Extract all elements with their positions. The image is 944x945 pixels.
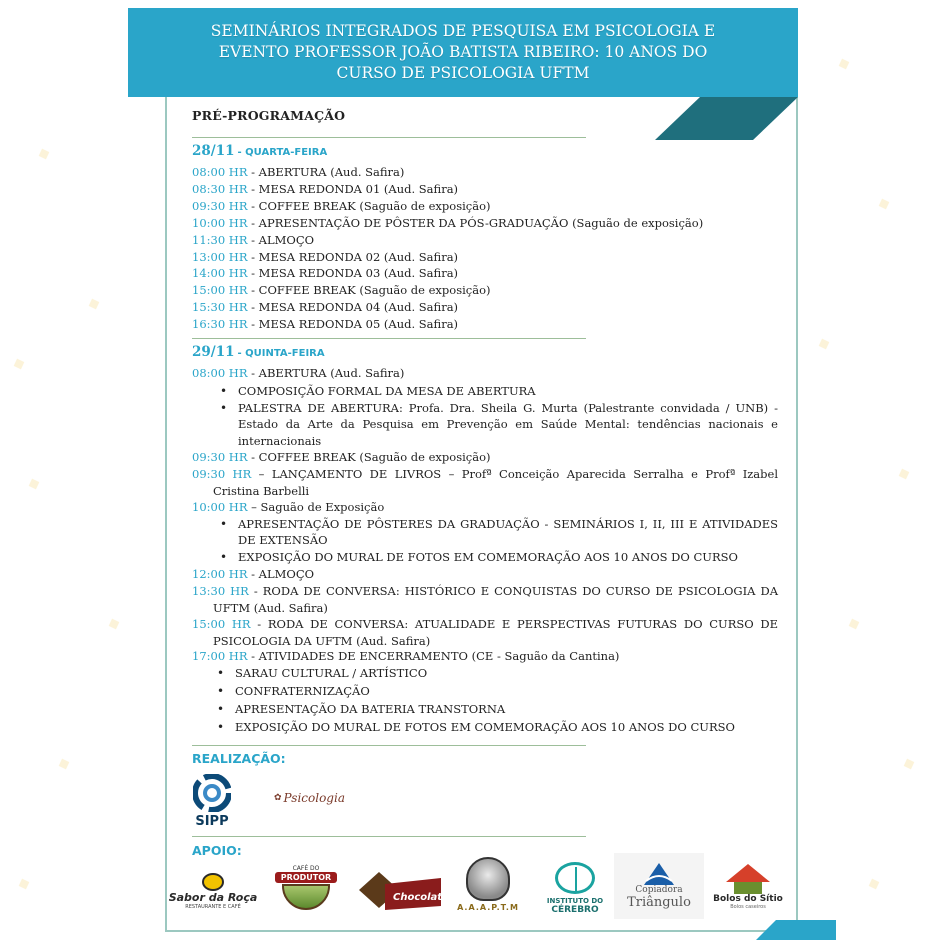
- divider: [192, 137, 586, 138]
- chocolate-bar-icon: [355, 868, 445, 914]
- day1-weekday: - QUARTA-FEIRA: [237, 147, 328, 158]
- schedule-text: – Saguão de Exposição: [247, 500, 385, 514]
- instituto-do-cerebro-logo: [544, 855, 606, 921]
- schedule-time: 08:00 HR: [192, 366, 248, 380]
- farm-landscape-icon: [282, 884, 330, 910]
- schedule-text: - MESA REDONDA 02 (Aud. Safira): [247, 249, 459, 264]
- bullet-item: • EXPOSIÇÃO DO MURAL DE FOTOS EM COMEMORAÇÃO AOS 10 ANOS DO CURSO: [235, 719, 775, 735]
- schedule-time: 08:00 HR: [192, 165, 248, 179]
- schedule-time: 11:30 HR: [192, 232, 248, 247]
- schedule-item: [192, 466, 778, 499]
- divider: [192, 338, 586, 339]
- corner-decoration: [756, 920, 836, 940]
- bullet-item: • APRESENTAÇÃO DA BATERIA TRANSTORNA: [235, 701, 775, 717]
- schedule-item: [192, 583, 778, 616]
- schedule-time: 10:00 HR: [192, 215, 248, 230]
- bolos-do-sitio-logo: [712, 858, 784, 916]
- schedule-item: [192, 282, 490, 299]
- schedule-text: - ATIVIDADES DE ENCERRAMENTO (CE - Saguão da Cantina): [247, 649, 620, 663]
- schedule-time: 15:30 HR: [192, 300, 248, 315]
- day1-heading: [192, 143, 327, 159]
- sipp-logo: [188, 772, 236, 830]
- bullet-item: • APRESENTAÇÃO DE PÔSTERES DA GRADUAÇÃO - SEMINÁRIOS I, II, III E ATIVIDADES DE EXTENSÃO: [238, 516, 778, 549]
- cafe-name-label: PRODUTOR: [275, 872, 337, 883]
- divider: [192, 745, 586, 746]
- realizacao-label: REALIZAÇÃO:: [192, 751, 286, 766]
- corner-decoration: [655, 97, 798, 140]
- schedule-text: - MESA REDONDA 01 (Aud. Safira): [247, 181, 459, 196]
- divider: [192, 836, 586, 837]
- schedule-item: [192, 449, 490, 466]
- schedule-time: 08:30 HR: [192, 181, 248, 196]
- sabor-da-roca-sub: RESTAURANTE E CAFÉ: [185, 903, 241, 910]
- schedule-time: 16:30 HR: [192, 317, 248, 332]
- schedule-text: - COFFEE BREAK (Saguão de exposição): [247, 283, 491, 298]
- event-title: SEMINÁRIOS INTEGRADOS DE PESQUISA EM PSICOLOGIA E EVENTO PROFESSOR JOÃO BATISTA RIBEIRO: 10 ANOS DO CURSO DE PSICOLOGIA UFTM: [210, 22, 716, 82]
- day2-heading: [192, 344, 325, 360]
- schedule-item: [192, 198, 490, 215]
- schedule-text: - ALMOÇO: [247, 232, 315, 247]
- sabor-da-roca-logo: [166, 866, 260, 916]
- schedule-item: [192, 164, 404, 181]
- header-banner: [128, 8, 798, 97]
- schedule-time: 15:00 HR: [192, 617, 251, 631]
- apoio-label: APOIO:: [192, 843, 242, 858]
- pre-programming-heading: PRÉ-PROGRAMAÇÃO: [192, 108, 346, 123]
- bullet-item: • CONFRATERNIZAÇÃO: [235, 683, 775, 699]
- psicologia-logo: [262, 787, 357, 809]
- schedule-text: - MESA REDONDA 03 (Aud. Safira): [247, 266, 459, 281]
- chocolate-label: Chocolate: [393, 892, 449, 903]
- triangle-wave-icon: [644, 863, 674, 885]
- schedule-text: - MESA REDONDA 04 (Aud. Safira): [247, 300, 459, 315]
- schedule-item: [192, 566, 314, 583]
- schedule-time: 12:00 HR: [192, 567, 248, 581]
- schedule-text: - ABERTURA (Aud. Safira): [247, 366, 405, 380]
- house-icon: [726, 864, 770, 894]
- sabor-da-roca-name: Sabor da Roça: [168, 890, 258, 904]
- schedule-item: [192, 181, 458, 198]
- schedule-time: 13:30 HR: [192, 584, 249, 598]
- psicologia-mark-icon: ✿: [274, 793, 282, 803]
- schedule-item: [192, 232, 314, 249]
- schedule-item: [192, 249, 458, 266]
- schedule-text: - COFFEE BREAK (Saguão de exposição): [247, 198, 491, 213]
- coffee-cup-icon: [202, 873, 224, 891]
- bullet-item: • COMPOSIÇÃO FORMAL DA MESA DE ABERTURA: [238, 383, 778, 399]
- schedule-item: [192, 616, 778, 649]
- schedule-text: – LANÇAMENTO DE LIVROS – Profª Conceição Aparecida Serralha e Profª Izabel Cristina Barbelli: [213, 467, 778, 498]
- instituto-line2: CÉREBRO: [551, 904, 599, 915]
- schedule-item: [192, 316, 458, 333]
- instituto-line1: INSTITUTO DO: [546, 896, 604, 905]
- bolos-name: Bolos do Sítio: [713, 894, 783, 904]
- bullet-item: • SARAU CULTURAL / ARTÍSTICO: [235, 665, 775, 681]
- cafe-do-produtor-logo: [270, 857, 342, 917]
- schedule-time: 13:00 HR: [192, 249, 248, 264]
- schedule-text: - MESA REDONDA 05 (Aud. Safira): [247, 317, 459, 332]
- schedule-item: [192, 648, 619, 665]
- sipp-label: SIPP: [195, 813, 229, 829]
- psicologia-label: Psicologia: [283, 791, 345, 805]
- schedule-text: - ABERTURA (Aud. Safira): [247, 165, 405, 179]
- wolf-mascot-icon: [466, 857, 510, 901]
- copiadora-line1: Copiadora: [635, 884, 683, 895]
- bullet-item: • PALESTRA DE ABERTURA: Profa. Dra. Sheila G. Murta (Palestrante convidada / UNB) - Estado da Arte da Pesquisa em Prevenção em Saúde Mental: tendências nacionais e internacionais: [238, 400, 778, 449]
- schedule-item: [192, 265, 458, 282]
- cafe-top-label: CAFÉ DO: [292, 864, 320, 872]
- schedule-item: [192, 215, 703, 232]
- bullet-item: • EXPOSIÇÃO DO MURAL DE FOTOS EM COMEMORAÇÃO AOS 10 ANOS DO CURSO: [238, 549, 778, 565]
- aaaptm-label: A.A.A.P.T.M: [457, 902, 519, 912]
- day1-date: 28/11: [192, 143, 235, 159]
- schedule-time: 14:00 HR: [192, 266, 248, 281]
- sipp-icon: [193, 774, 231, 812]
- schedule-text: - RODA DE CONVERSA: HISTÓRICO E CONQUISTAS DO CURSO DE PSICOLOGIA DA UFTM (Aud. Safira): [213, 584, 778, 615]
- schedule-text: - APRESENTAÇÃO DE PÔSTER DA PÓS-GRADUAÇÃO (Saguão de exposição): [247, 215, 704, 230]
- day2-date: 29/11: [192, 344, 235, 360]
- schedule-time: 15:00 HR: [192, 283, 248, 298]
- schedule-text: - COFFEE BREAK (Saguão de exposição): [247, 450, 491, 464]
- schedule-time: 09:30 HR: [192, 198, 248, 213]
- schedule-time: 09:30 HR: [192, 467, 252, 481]
- aaaptm-logo: [454, 850, 522, 918]
- schedule-item: [192, 365, 404, 382]
- brain-icon: [555, 862, 595, 894]
- schedule-item: [192, 299, 458, 316]
- schedule-time: 17:00 HR: [192, 649, 248, 663]
- copiadora-triangulo-logo: [614, 853, 704, 919]
- copiadora-line2: Triângulo: [627, 894, 691, 910]
- schedule-time: 10:00 HR: [192, 500, 248, 514]
- schedule-time: 09:30 HR: [192, 450, 248, 464]
- schedule-text: - RODA DE CONVERSA: ATUALIDADE E PERSPECTIVAS FUTURAS DO CURSO DE PSICOLOGIA DA UFTM (Aud. Safira): [213, 617, 778, 648]
- schedule-item: [192, 499, 384, 516]
- bolos-sub: Bolos caseiros: [730, 904, 766, 910]
- chocolate-logo: [355, 868, 449, 914]
- schedule-text: - ALMOÇO: [247, 567, 315, 581]
- day2-weekday: - QUINTA-FEIRA: [237, 348, 325, 359]
